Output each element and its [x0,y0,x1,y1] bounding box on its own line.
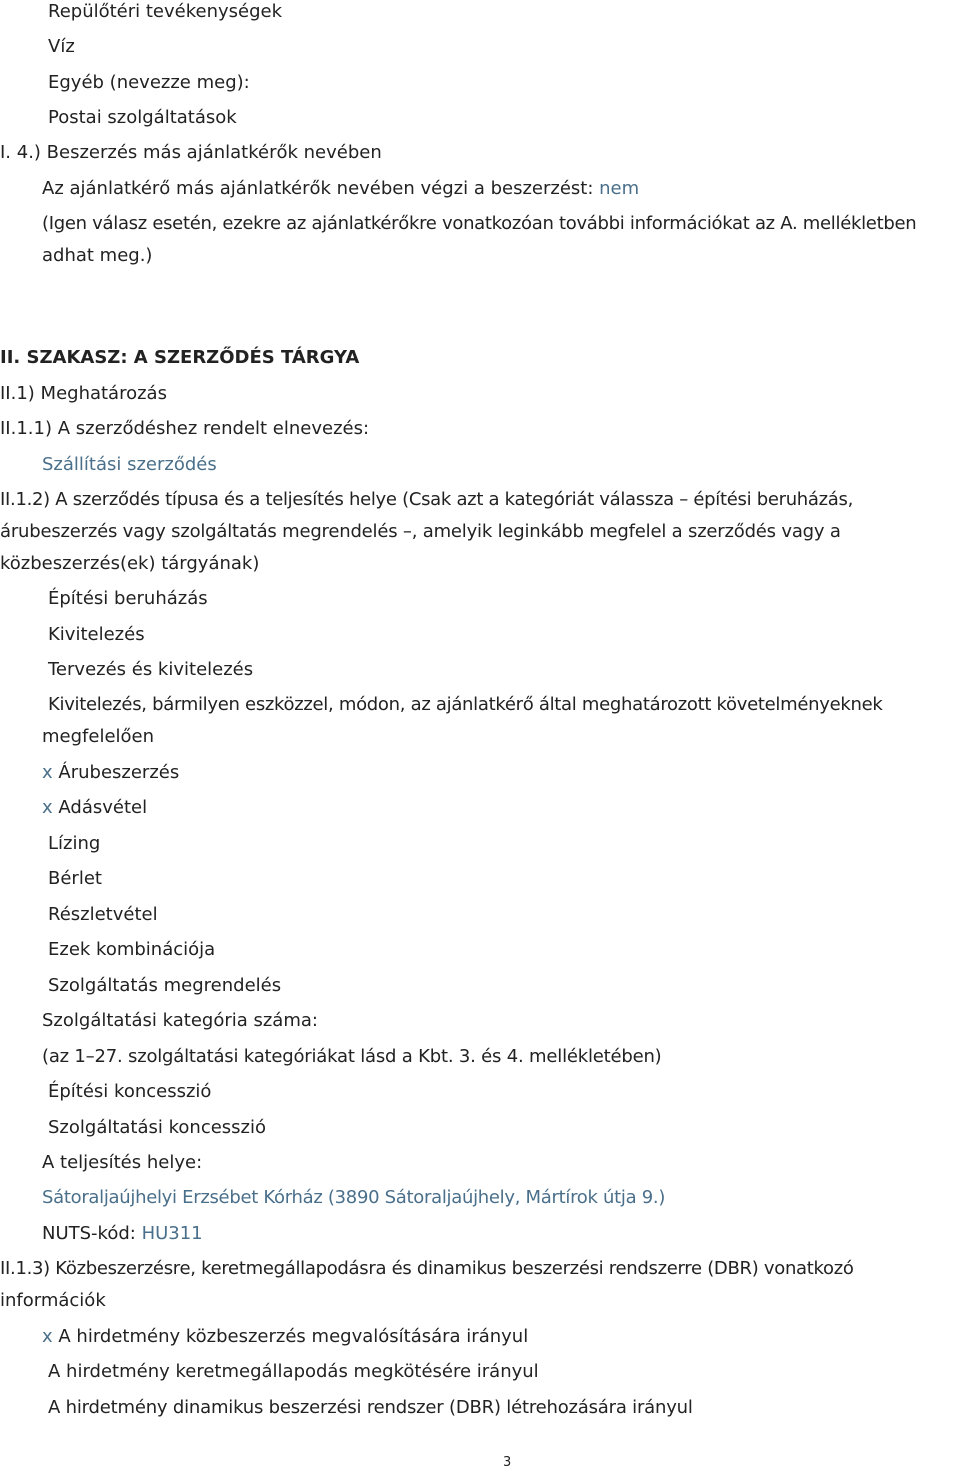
option-execution: Kivitelezés [48,624,145,645]
i4-note-line1: (Igen válasz esetén, ezekre az ajánlatkérőkre vonatkozóan további információkat az A. mellékletben [42,213,917,234]
service-category-note: (az 1–27. szolgáltatási kategóriákat lásd a Kbt. 3. és 4. mellékletében) [42,1046,662,1067]
option-works: Építési beruházás [48,588,208,609]
option-purchase [42,796,147,820]
option-execution-any-means-line1: Kivitelezés, bármilyen eszközzel, módon, az ajánlatkérő által meghatározott követelményeknek [48,694,883,715]
ii11-label: II.1.1) A szerződéshez rendelt elnevezés: [0,418,370,439]
option-airport: Repülőtéri tevékenységek [48,1,283,22]
option-water: Víz [48,36,75,57]
option-execution-any-means-line2: megfelelően [42,726,155,747]
option-service-concession: Szolgáltatási koncesszió [48,1117,267,1138]
option-leasing: Lízing [48,833,101,854]
option-notice-procurement [42,1325,528,1349]
option-combination: Ezek kombinációja [48,939,216,960]
option-notice-dps: A hirdetmény dinamikus beszerzési rendszer (DBR) létrehozására irányul [48,1397,693,1418]
i4-question-text: Az ajánlatkérő más ajánlatkérők nevében végzi a beszerzést: [42,178,600,199]
checked-mark: x [42,1326,53,1347]
place-label: A teljesítés helye: [42,1152,203,1173]
i4-answer: nem [599,178,640,199]
i4-note-line2: adhat meg.) [42,245,153,266]
checked-mark: x [42,797,53,818]
page-number: 3 [503,1455,512,1470]
section-ii1-heading: II.1) Meghatározás [0,383,167,404]
ii11-value: Szállítási szerződés [42,454,217,475]
option-rental: Bérlet [48,868,102,889]
section-ii-heading: II. SZAKASZ: A SZERZŐDÉS TÁRGYA [0,347,360,368]
ii12-line1: II.1.2) A szerződés típusa és a teljesítés helye (Csak azt a kategóriát válassza – építési beruházás, [0,489,854,510]
ii13-line1: II.1.3) Közbeszerzésre, keretmegállapodásra és dinamikus beszerzési rendszerre (DBR) vonatkozó [0,1258,854,1279]
ii13-line2: információk [0,1290,106,1311]
i4-question [42,177,639,201]
option-other: Egyéb (nevezze meg): [48,72,250,93]
option-hire-purchase: Részletvétel [48,904,158,925]
option-postal: Postai szolgáltatások [48,107,237,128]
option-notice-framework: A hirdetmény keretmegállapodás megkötésére irányul [48,1361,539,1382]
option-purchase-label: Adásvétel [58,797,148,818]
checked-mark: x [42,762,53,783]
option-design-execution: Tervezés és kivitelezés [48,659,254,680]
option-works-concession: Építési koncesszió [48,1081,212,1102]
ii12-line3: közbeszerzés(ek) tárgyának) [0,553,260,574]
place-value: Sátoraljaújhelyi Erzsébet Kórház (3890 Sátoraljaújhely, Mártírok útja 9.) [42,1187,666,1208]
option-services: Szolgáltatás megrendelés [48,975,282,996]
nuts-value: HU311 [141,1223,203,1244]
nuts-code [42,1222,203,1246]
option-supplies [42,761,179,785]
section-i4-heading: I. 4.) Beszerzés más ajánlatkérők nevében [0,142,382,163]
option-notice-procurement-label: A hirdetmény közbeszerzés megvalósítására irányul [58,1326,529,1347]
option-supplies-label: Árubeszerzés [58,762,180,783]
nuts-label: NUTS-kód: [42,1223,142,1244]
service-category-label: Szolgáltatási kategória száma: [42,1010,318,1031]
ii12-line2: árubeszerzés vagy szolgáltatás megrendelés –, amelyik leginkább megfelel a szerződés vagy a [0,521,841,542]
